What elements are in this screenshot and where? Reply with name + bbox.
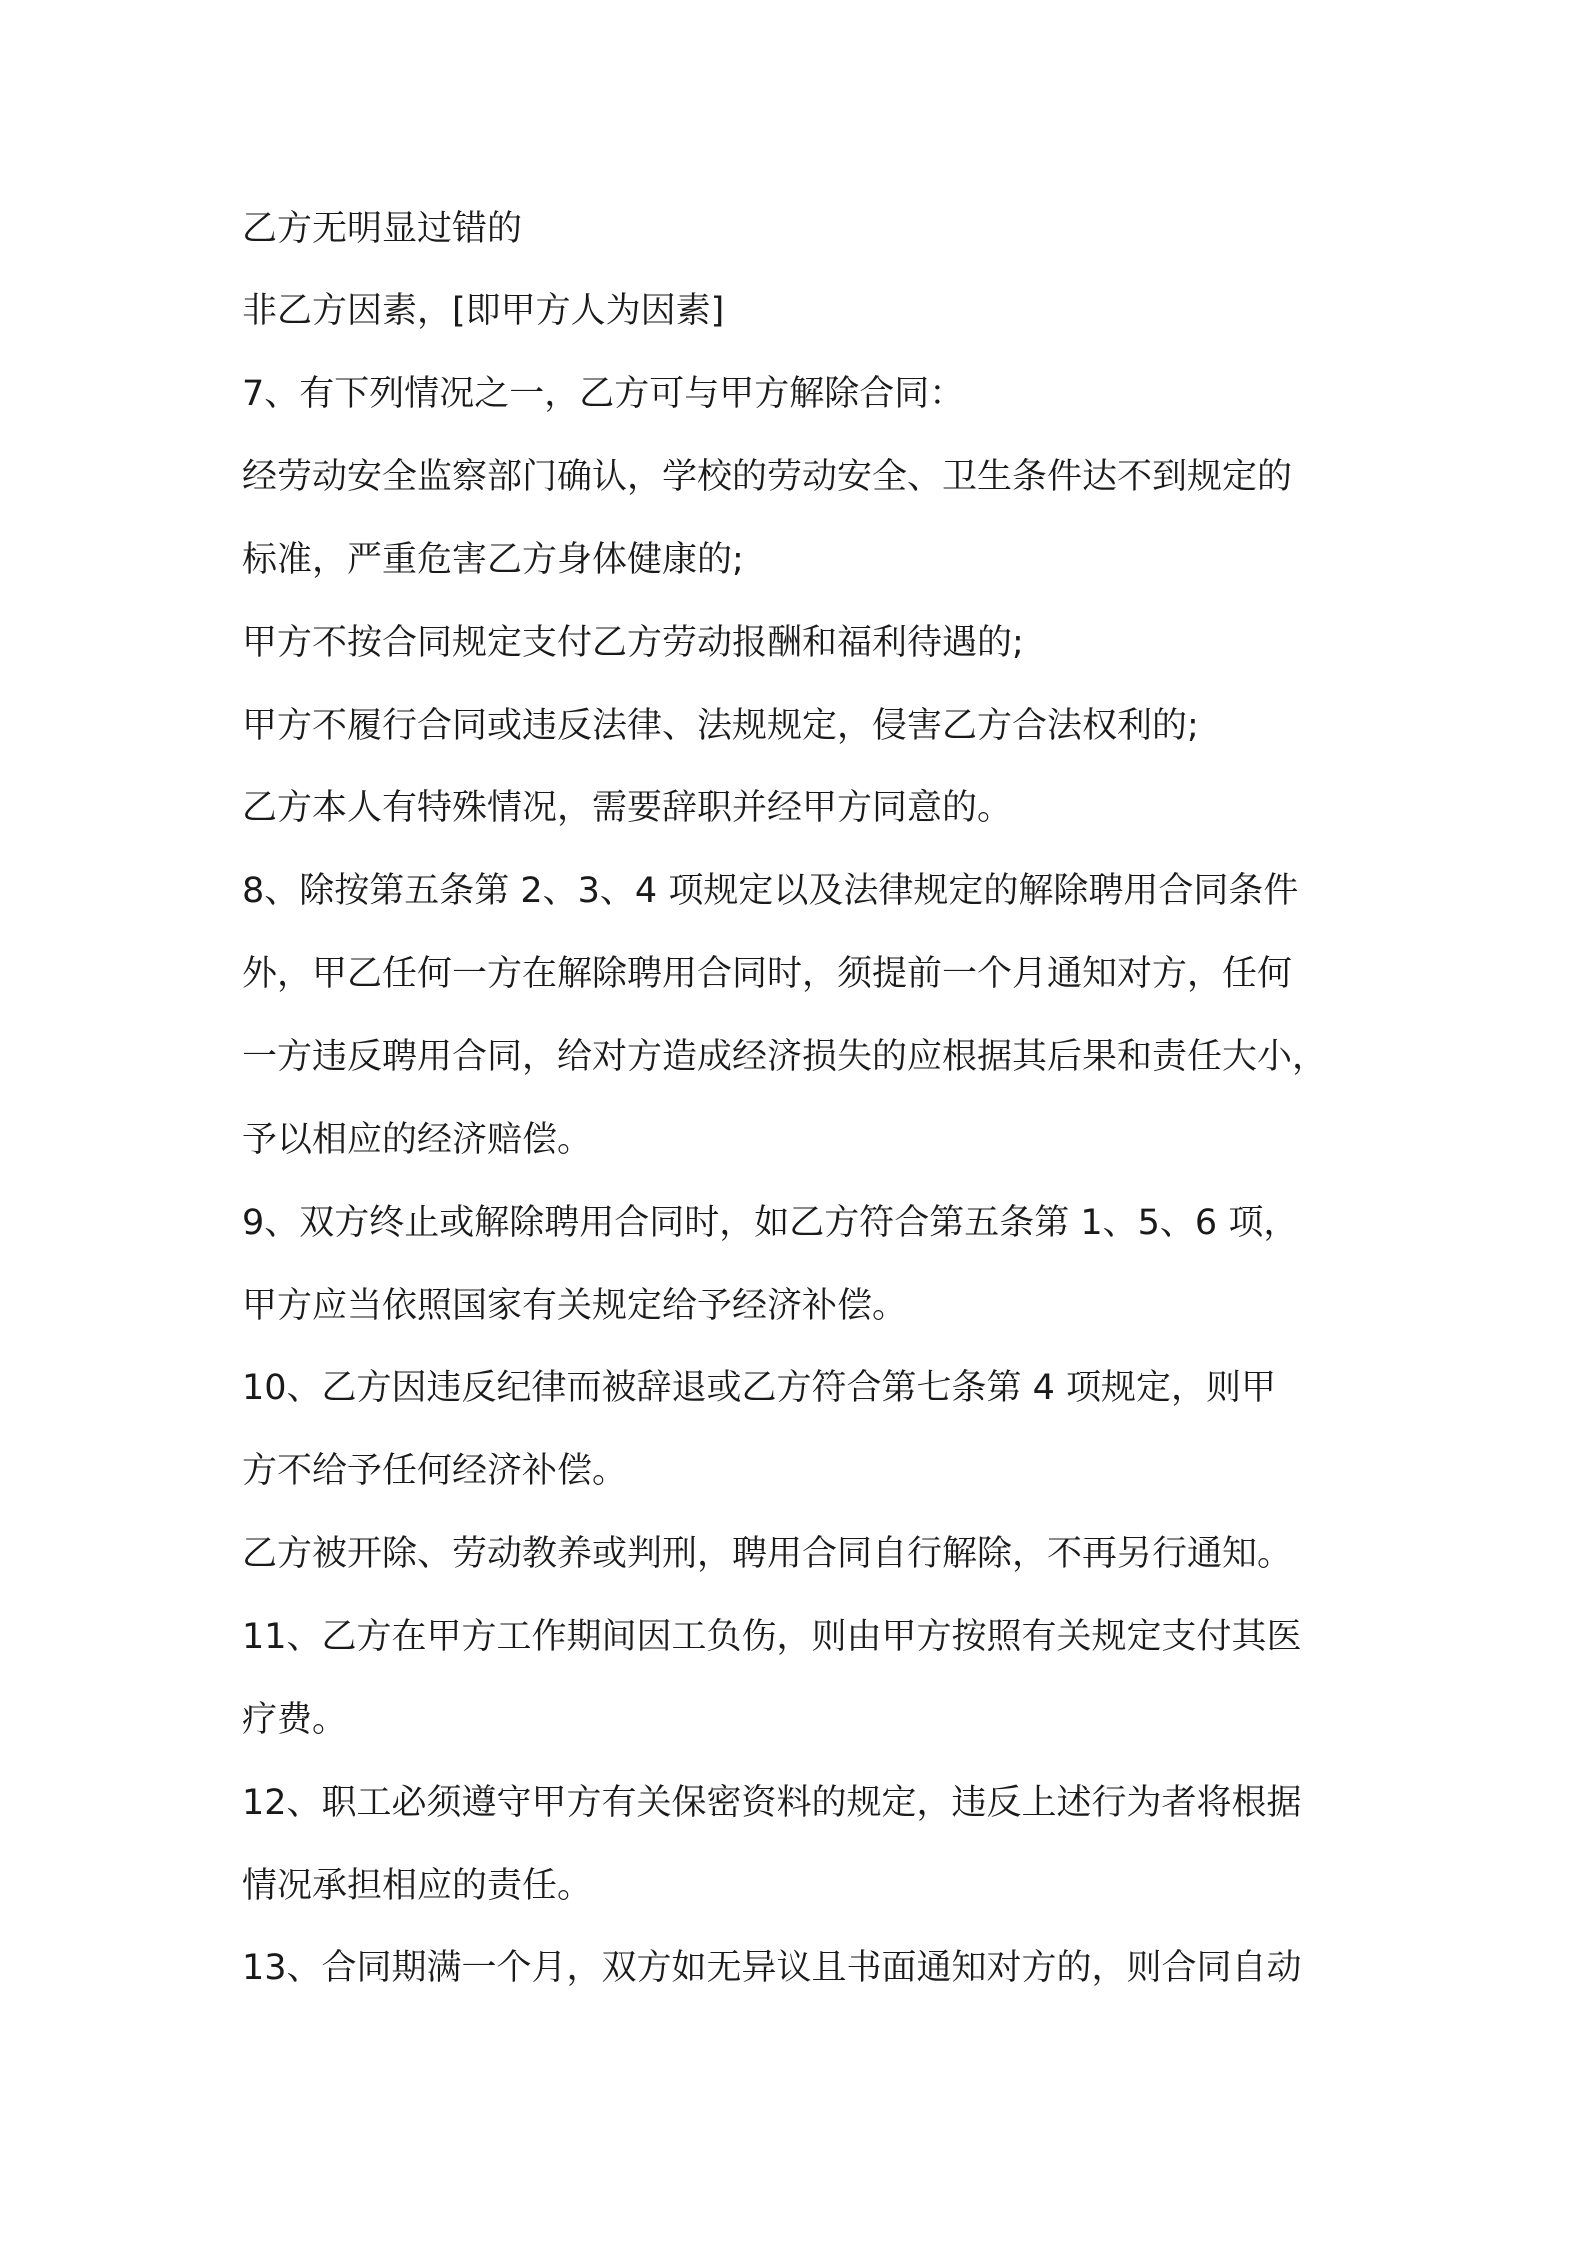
text-line: 外，甲乙任何一方在解除聘用合同时，须提前一个月通知对方，任何	[242, 954, 1293, 994]
text-line: 甲方不按合同规定支付乙方劳动报酬和福利待遇的;	[242, 623, 1024, 663]
text-line: 12、职工必须遵守甲方有关保密资料的规定，违反上述行为者将根据	[242, 1783, 1302, 1823]
text-line: 甲方不履行合同或违反法律、法规规定，侵害乙方合法权利的;	[242, 706, 1199, 746]
text-line: 一方违反聘用合同，给对方造成经济损失的应根据其后果和责任大小，	[242, 1037, 1328, 1077]
text-line: 8、除按第五条第 2、3、4 项规定以及法律规定的解除聘用合同条件	[242, 871, 1299, 911]
text-line: 疗费。	[242, 1700, 348, 1740]
text-line: 方不给予任何经济补偿。	[242, 1451, 628, 1491]
text-line: 乙方无明显过错的	[242, 209, 523, 249]
text-line: 经劳动安全监察部门确认，学校的劳动安全、卫生条件达不到规定的	[242, 457, 1293, 497]
text-line: 13、合同期满一个月，双方如无异议且书面通知对方的，则合同自动	[242, 1948, 1302, 1988]
text-line: 10、乙方因违反纪律而被辞退或乙方符合第七条第 4 项规定，则甲	[242, 1368, 1277, 1408]
text-line: 乙方被开除、劳动教养或判刑，聘用合同自行解除，不再另行通知。	[242, 1534, 1293, 1574]
text-line: 情况承担相应的责任。	[242, 1866, 593, 1906]
text-line: 7、有下列情况之一，乙方可与甲方解除合同：	[242, 374, 965, 414]
text-line: 予以相应的经济赔偿。	[242, 1120, 593, 1160]
text-line: 非乙方因素，[即甲方人为因素]	[242, 291, 725, 331]
text-line: 9、双方终止或解除聘用合同时，如乙方符合第五条第 1、5、6 项，	[242, 1203, 1299, 1243]
text-line: 甲方应当依照国家有关规定给予经济补偿。	[242, 1286, 908, 1326]
text-line: 乙方本人有特殊情况，需要辞职并经甲方同意的。	[242, 788, 1013, 828]
text-line: 11、乙方在甲方工作期间因工负伤，则由甲方按照有关规定支付其医	[242, 1617, 1302, 1657]
text-line: 标准，严重危害乙方身体健康的;	[242, 540, 744, 580]
